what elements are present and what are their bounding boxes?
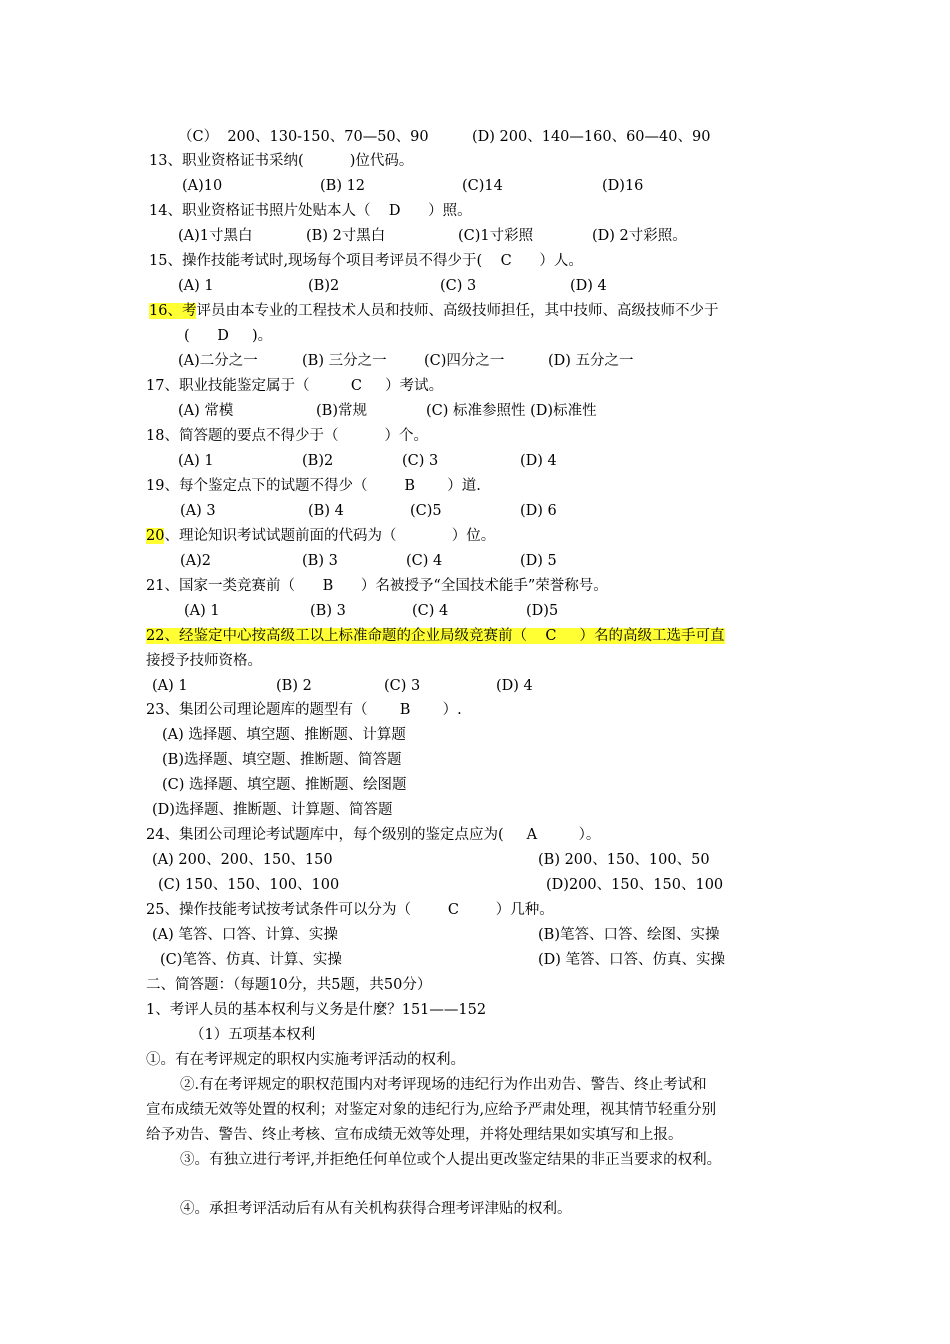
option-a: (A) 3 xyxy=(180,503,216,519)
question-16 xyxy=(149,301,718,321)
question-14: 14、职业资格证书照片处贴本人（ D ）照。 xyxy=(149,203,472,219)
question-13: 13、职业资格证书采纳( )位代码。 xyxy=(149,153,414,169)
paragraph-4: ④。承担考评活动后有从有关机构获得合理考评津贴的权利。 xyxy=(180,1201,572,1217)
option-a: (A) 1 xyxy=(152,678,188,694)
option-d: (D)5 xyxy=(526,603,559,619)
option-d: (D) 笔答、口答、仿真、实操 xyxy=(538,952,726,968)
option-a: (A) 1 xyxy=(178,453,214,469)
option-d: (D) 4 xyxy=(496,678,533,694)
option-c: (C) 150、150、100、100 xyxy=(158,877,340,893)
option-d: (D)200、150、150、100 xyxy=(546,877,724,893)
option-c: (C)四分之一 xyxy=(424,353,505,369)
question-text: 、理论知识考试试题前面的代码为（ ）位。 xyxy=(164,528,496,544)
option-a: (A) 1 xyxy=(178,278,214,294)
option-c: (C) 3 xyxy=(402,453,439,469)
question-15: 15、操作技能考试时,现场每个项目考评员不得少于( C ）人。 xyxy=(149,253,583,269)
option-d: (D)16 xyxy=(602,178,644,194)
question-text: 评员由本专业的工程技术人员和技师、高级技师担任，其中技师、高级技师不少于 xyxy=(196,303,719,319)
option-c: (C)1寸彩照 xyxy=(458,228,534,244)
option-d: (D) 2寸彩照。 xyxy=(592,228,687,244)
option-c: (C) 4 xyxy=(412,603,449,619)
option-line: （C） 200、130-150、70—50、90 xyxy=(178,129,429,145)
option-a: (A) 200、200、150、150 xyxy=(152,852,333,868)
question-23: 23、集团公司理论题库的题型有（ B ）. xyxy=(146,702,462,718)
option-d: (D) 6 xyxy=(520,503,557,519)
option-b: (B) 12 xyxy=(320,178,366,194)
question-16-cont: ( D )。 xyxy=(184,328,273,344)
option-c: (C) 4 xyxy=(406,553,443,569)
option-d: (D) 4 xyxy=(520,453,557,469)
option-b: (B)笔答、口答、绘图、实操 xyxy=(538,927,720,943)
option-line: (D) 200、140—160、60—40、90 xyxy=(472,129,711,145)
question-25: 25、操作技能考试按考试条件可以分为（ C ）几种。 xyxy=(146,902,554,918)
option-c: (C)14 xyxy=(462,178,503,194)
option-c: (C) 3 xyxy=(384,678,421,694)
question-22 xyxy=(146,626,725,646)
option-a: (A) 常模 xyxy=(178,403,234,419)
paragraph-2-cont: 给予劝告、警告、终止考核、宣布成绩无效等处理，并将处理结果如实填写和上报。 xyxy=(146,1127,683,1143)
option-b: (B)2 xyxy=(302,453,334,469)
option-d: (D) 4 xyxy=(570,278,607,294)
question-22-cont: 接授予技师资格。 xyxy=(146,653,262,669)
subheading: （1）五项基本权利 xyxy=(190,1027,316,1043)
paragraph-2: ②.有在考评规定的职权范围内对考评现场的违纪行为作出劝告、警告、终止考试和 xyxy=(180,1077,707,1093)
section-heading: 二、简答题：（每题10分，共5题，共50分） xyxy=(146,977,432,993)
option-a: (A)2 xyxy=(180,553,212,569)
question-17: 17、职业技能鉴定属于（ C ）考试。 xyxy=(146,378,444,394)
highlight: 16、考 xyxy=(149,303,197,319)
paragraph-2-cont: 宣布成绩无效等处置的权利；对鉴定对象的违纪行为,应给予严肃处理，视其情节轻重分别 xyxy=(146,1102,717,1118)
option-b: (B) 3 xyxy=(302,553,338,569)
option-b: (B) 3 xyxy=(310,603,346,619)
question-19: 19、每个鉴定点下的试题不得少（ B ）道. xyxy=(146,478,481,494)
question-18: 18、简答题的要点不得少于（ ）个。 xyxy=(146,428,429,444)
option-d: (D) 5 xyxy=(520,553,557,569)
question-20 xyxy=(146,526,495,546)
short-answer-1: 1、考评人员的基本权利与义务是什麼？151——152 xyxy=(146,1002,487,1018)
option-b: (B) 三分之一 xyxy=(302,353,387,369)
option-a: (A) 选择题、填空题、推断题、计算题 xyxy=(162,727,406,743)
option-b: (B)选择题、填空题、推断题、简答题 xyxy=(162,752,402,768)
paragraph-3: ③。有独立进行考评,并拒绝任何单位或个人提出更改鉴定结果的非正当要求的权利。 xyxy=(180,1152,722,1168)
option-a: (A) 1 xyxy=(184,603,220,619)
option-c: (C)5 xyxy=(410,503,442,519)
option-c: (C)笔答、仿真、计算、实操 xyxy=(160,952,342,968)
option-d: (D)选择题、推断题、计算题、简答题 xyxy=(152,802,393,818)
option-b: (B) 2 xyxy=(276,678,312,694)
highlight: 22、经鉴定中心按高级工以上标准命题的企业局级竞赛前（ C ）名的高级工选手可直 xyxy=(146,628,725,644)
question-21: 21、国家一类竞赛前（ B ）名被授予“全国技术能手”荣誉称号。 xyxy=(146,578,608,594)
option-c: (C) 3 xyxy=(440,278,477,294)
option-d: (D) 五分之一 xyxy=(548,353,634,369)
option-a: (A)二分之一 xyxy=(178,353,258,369)
option-c: (C) 选择题、填空题、推断题、绘图题 xyxy=(162,777,407,793)
option-b: (B) 4 xyxy=(308,503,344,519)
option-c: (C) 标准参照性 (D)标准性 xyxy=(426,403,597,419)
question-24: 24、集团公司理论考试题库中，每个级别的鉴定点应为( A ）。 xyxy=(146,827,601,843)
option-a: (A)10 xyxy=(182,178,223,194)
option-a: (A) 笔答、口答、计算、实操 xyxy=(152,927,338,943)
option-b: (B)常规 xyxy=(316,403,367,419)
option-a: (A)1寸黑白 xyxy=(178,228,253,244)
option-b: (B)2 xyxy=(308,278,340,294)
option-b: (B) 2寸黑白 xyxy=(306,228,386,244)
option-b: (B) 200、150、100、50 xyxy=(538,852,710,868)
highlight: 20 xyxy=(146,528,165,544)
paragraph-1: ①。有在考评规定的职权内实施考评活动的权利。 xyxy=(146,1052,465,1068)
